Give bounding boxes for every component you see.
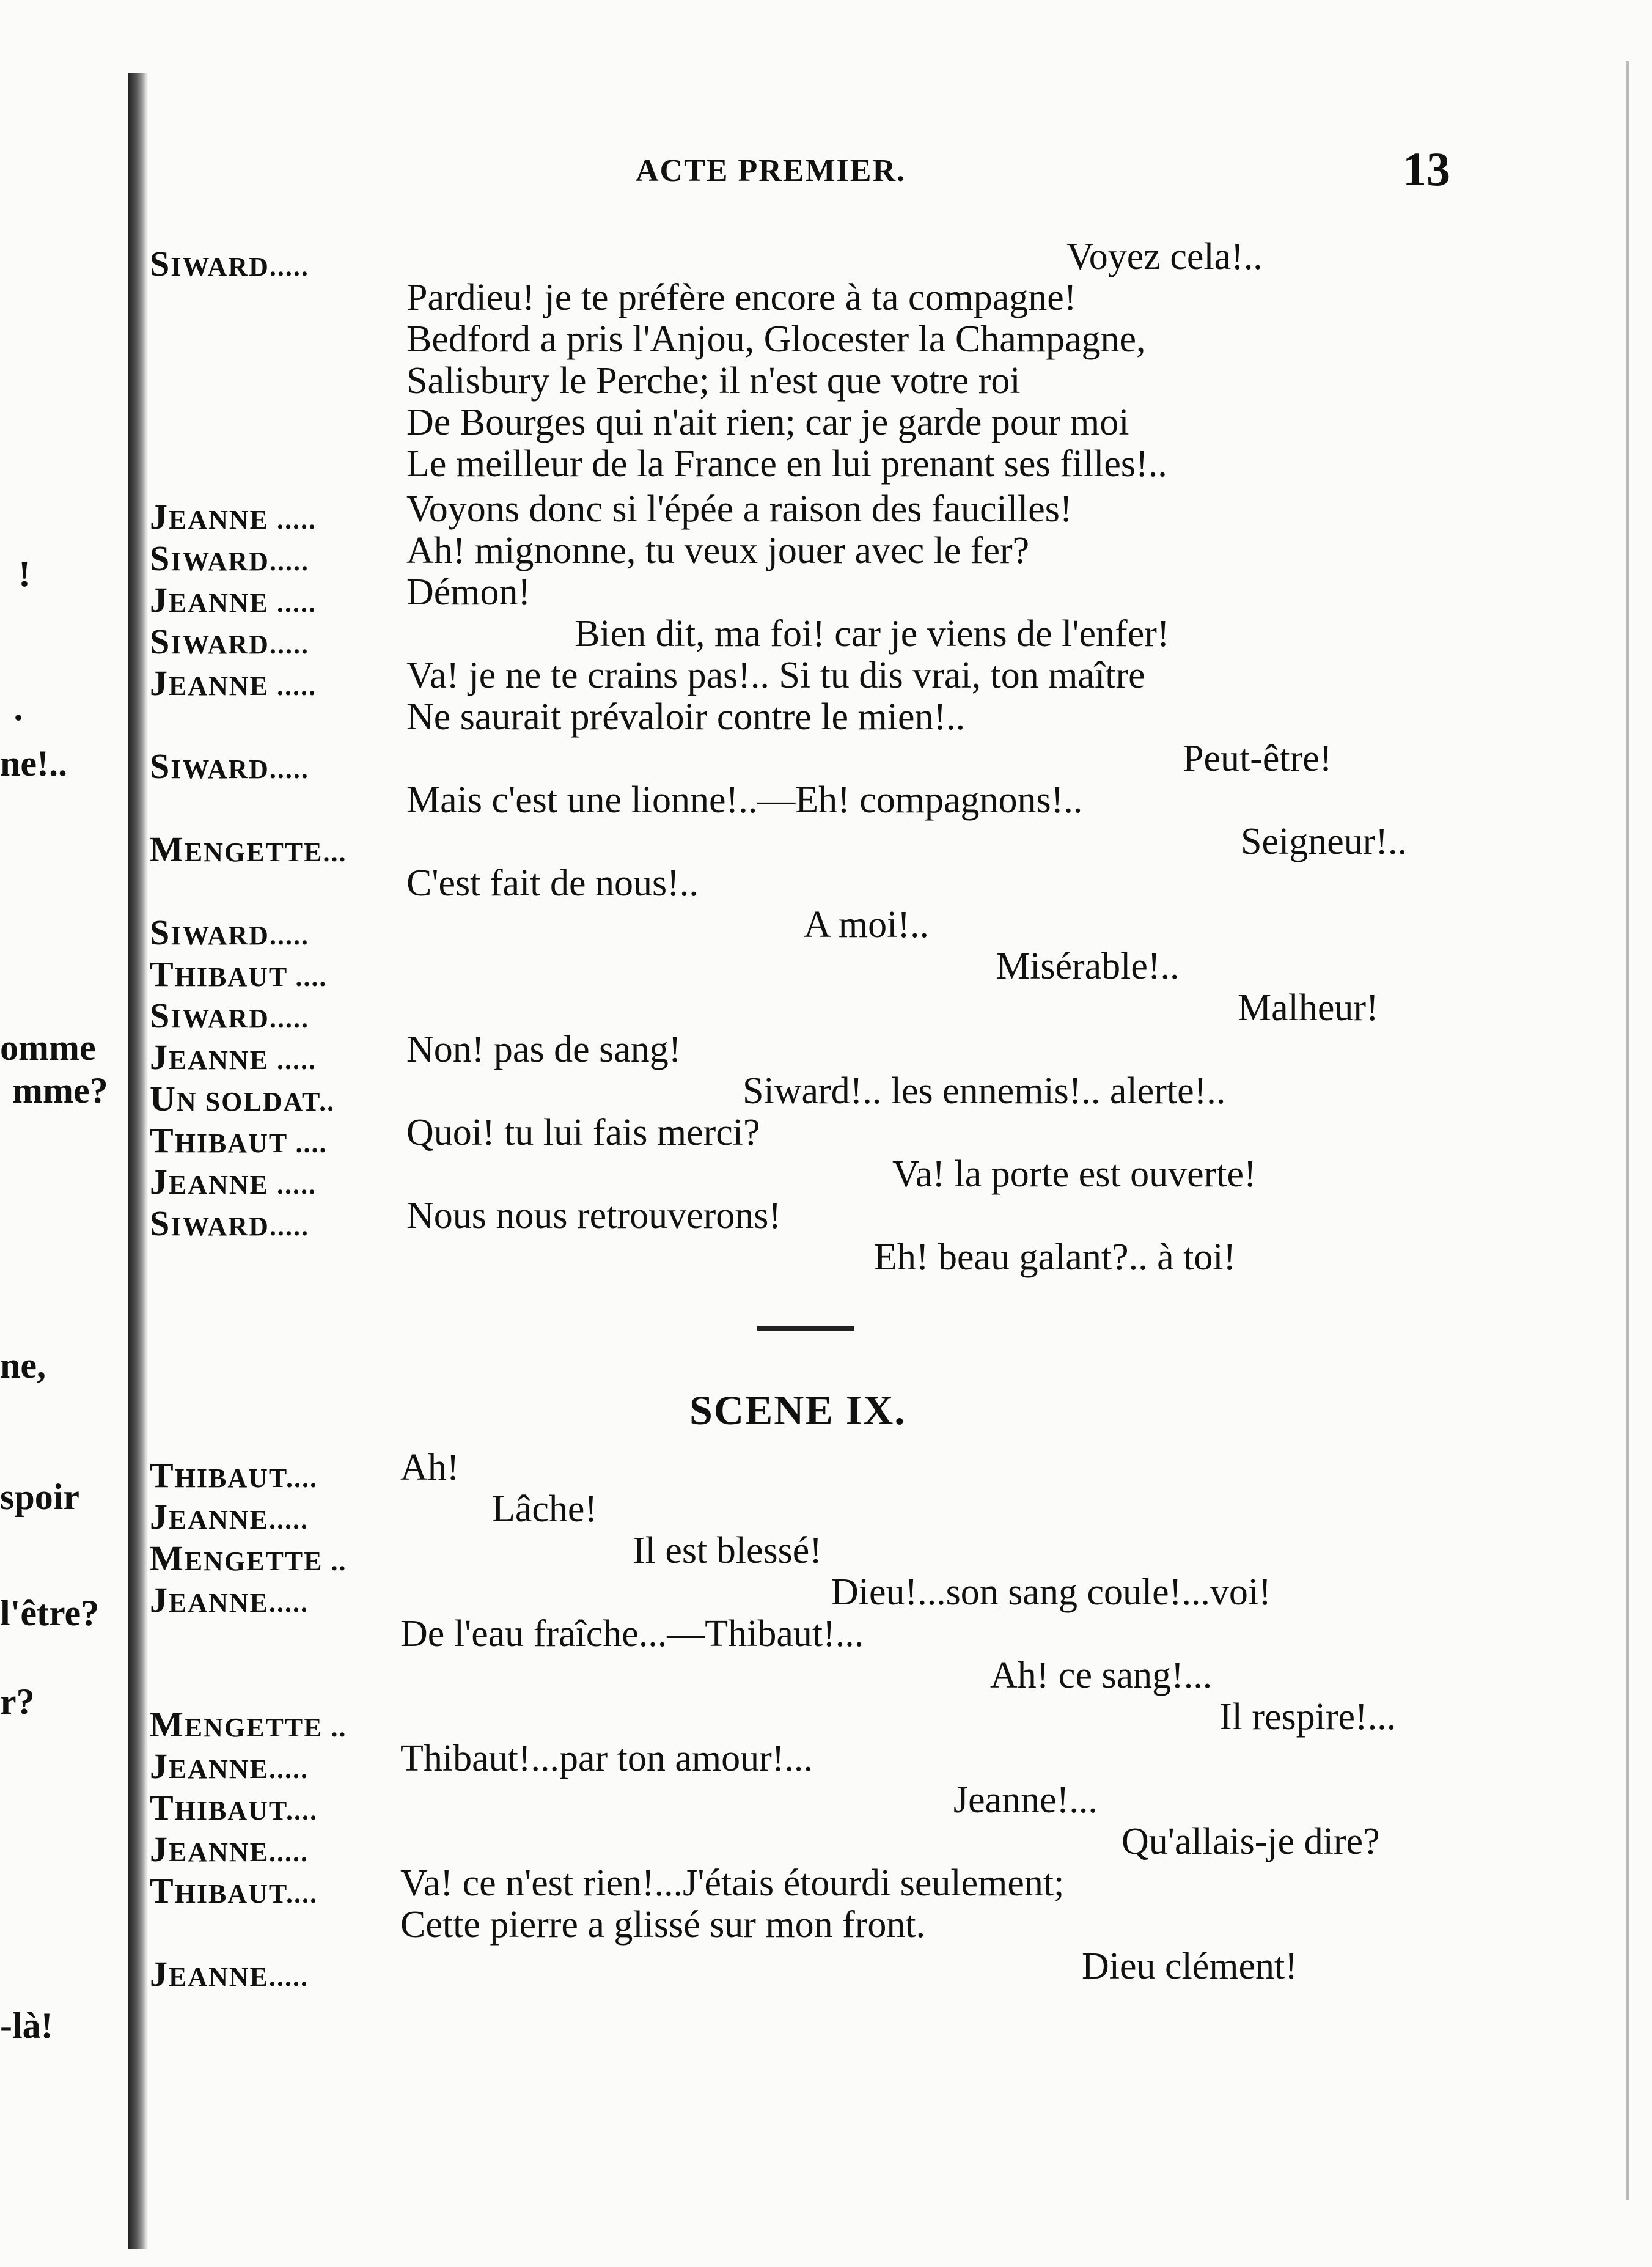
verse-line: Lâche! bbox=[492, 1488, 598, 1530]
speaker-label: SIWARD..... bbox=[150, 913, 309, 952]
verse-line: Quoi! tu lui fais merci? bbox=[406, 1112, 760, 1153]
verse-line: Cette pierre a glissé sur mon front. bbox=[400, 1904, 926, 1946]
prev-fragment: · bbox=[12, 697, 25, 738]
verse-line: Siward!.. les ennemis!.. alerte!.. bbox=[743, 1070, 1226, 1112]
verse-line: Mais c'est une lionne!..—Eh! compagnons!.. bbox=[406, 779, 1083, 821]
prev-fragment: spoir bbox=[0, 1477, 80, 1517]
speaker-label: MENGETTE... bbox=[150, 829, 347, 869]
verse-line: Seigneur!.. bbox=[1241, 821, 1408, 862]
verse-line: Misérable!.. bbox=[996, 946, 1180, 987]
verse-line: De l'eau fraîche...—Thibaut!... bbox=[400, 1613, 864, 1655]
prev-fragment: mme? bbox=[12, 1070, 108, 1111]
scene-title: SCENE IX. bbox=[689, 1387, 906, 1433]
speaker-label: JEANNE..... bbox=[150, 1954, 309, 1994]
speaker-label: THIBAUT.... bbox=[150, 1788, 318, 1828]
speaker-label: THIBAUT.... bbox=[150, 1871, 318, 1911]
speaker-label: JEANNE..... bbox=[150, 1580, 309, 1620]
speaker-label: JEANNE ..... bbox=[150, 1037, 317, 1077]
speaker-label: THIBAUT .... bbox=[150, 1120, 328, 1160]
speaker-label: SIWARD..... bbox=[150, 244, 309, 284]
verse-line: Ah! ce sang!... bbox=[990, 1655, 1213, 1696]
verse-line: Jeanne!... bbox=[953, 1779, 1098, 1821]
verse-line: C'est fait de nous!.. bbox=[406, 862, 699, 904]
speaker-label: JEANNE..... bbox=[150, 1497, 309, 1537]
verse-line: Va! je ne te crains pas!.. Si tu dis vrai, ton maître bbox=[406, 655, 1145, 696]
verse-line: Bedford a pris l'Anjou, Glocester la Champagne, bbox=[406, 318, 1146, 360]
verse-line: Il est blessé! bbox=[633, 1530, 822, 1571]
verse-line: Non! pas de sang! bbox=[406, 1029, 681, 1070]
speaker-label: UN SOLDAT.. bbox=[150, 1079, 336, 1119]
prev-fragment: ne, bbox=[0, 1345, 46, 1386]
verse-line: Ah! bbox=[400, 1447, 460, 1488]
speaker-label: SIWARD..... bbox=[150, 746, 309, 786]
running-header: ACTE PREMIER. bbox=[636, 153, 906, 188]
verse-line: Nous nous retrouverons! bbox=[406, 1195, 782, 1236]
verse-line: Malheur! bbox=[1238, 987, 1379, 1029]
speaker-label: SIWARD..... bbox=[150, 996, 309, 1035]
prev-fragment: r? bbox=[0, 1681, 35, 1722]
prev-fragment: l'être? bbox=[0, 1593, 100, 1633]
speaker-label: MENGETTE .. bbox=[150, 1538, 347, 1578]
verse-line: Pardieu! je te préfère encore à ta compagne! bbox=[406, 277, 1077, 318]
binding-gutter bbox=[128, 73, 148, 2249]
verse-line: Va! la porte est ouverte! bbox=[892, 1153, 1257, 1195]
speaker-label: JEANNE ..... bbox=[150, 580, 317, 620]
speaker-label: MENGETTE .. bbox=[150, 1705, 347, 1744]
verse-line: Peut-être! bbox=[1183, 738, 1332, 779]
verse-line: Ah! mignonne, tu veux jouer avec le fer? bbox=[406, 530, 1030, 571]
speaker-label: SIWARD..... bbox=[150, 538, 309, 578]
verse-line: Voyons donc si l'épée a raison des faucilles! bbox=[406, 488, 1073, 530]
speaker-label: JEANNE..... bbox=[150, 1829, 309, 1869]
speaker-label: THIBAUT.... bbox=[150, 1455, 318, 1495]
prev-fragment: omme bbox=[0, 1027, 96, 1068]
verse-line: Thibaut!...par ton amour!... bbox=[400, 1738, 813, 1779]
verse-line: Dieu!...son sang coule!...voi! bbox=[831, 1571, 1271, 1613]
verse-line: Qu'allais-je dire? bbox=[1122, 1821, 1380, 1862]
verse-line: Démon! bbox=[406, 571, 531, 613]
prev-fragment: ne!.. bbox=[0, 743, 67, 784]
speaker-label: THIBAUT .... bbox=[150, 954, 328, 994]
verse-line: Le meilleur de la France en lui prenant ses filles!.. bbox=[406, 443, 1167, 485]
speaker-label: SIWARD..... bbox=[150, 1203, 309, 1243]
speaker-label: JEANNE ..... bbox=[150, 663, 317, 703]
speaker-label: SIWARD..... bbox=[150, 622, 309, 661]
verse-line: Va! ce n'est rien!...J'étais étourdi seulement; bbox=[400, 1862, 1065, 1904]
page-number: 13 bbox=[1403, 142, 1450, 196]
verse-line: Il respire!... bbox=[1219, 1696, 1397, 1738]
verse-line: Salisbury le Perche; il n'est que votre roi bbox=[406, 360, 1021, 402]
prev-fragment: -là! bbox=[0, 2005, 53, 2046]
verse-line: A moi!.. bbox=[804, 904, 929, 946]
verse-line: De Bourges qui n'ait rien; car je garde pour moi bbox=[406, 402, 1129, 443]
verse-line: Ne saurait prévaloir contre le mien!.. bbox=[406, 696, 966, 738]
verse-line: Dieu clément! bbox=[1082, 1946, 1298, 1987]
scene-divider bbox=[757, 1326, 854, 1331]
verse-line: Eh! beau galant?.. à toi! bbox=[874, 1236, 1236, 1278]
speaker-label: JEANNE ..... bbox=[150, 1162, 317, 1202]
verse-line: Bien dit, ma foi! car je viens de l'enfer! bbox=[575, 613, 1170, 655]
prev-fragment: ! bbox=[18, 554, 31, 594]
page-edge bbox=[1626, 61, 1629, 2200]
speaker-label: JEANNE..... bbox=[150, 1746, 309, 1786]
verse-line: Voyez cela!.. bbox=[1066, 236, 1263, 277]
speaker-label: JEANNE ..... bbox=[150, 497, 317, 537]
